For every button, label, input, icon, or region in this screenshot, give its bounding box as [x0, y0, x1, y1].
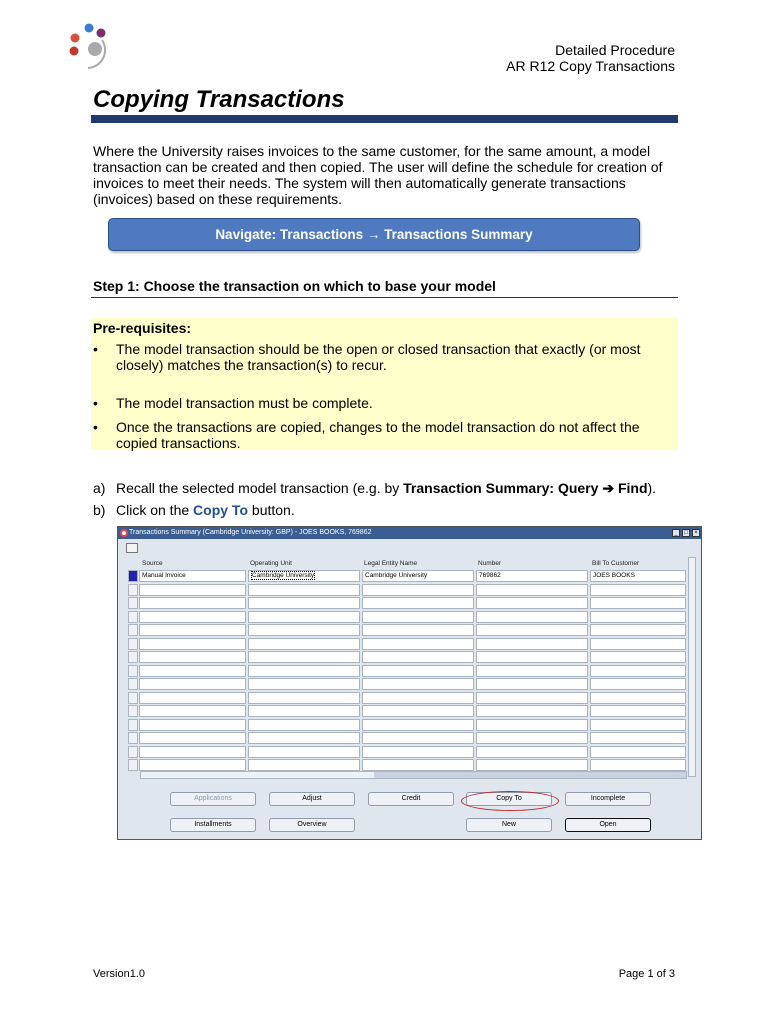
prereq-item-text: The model transaction should be the open or closed transaction that exactly (or most closely) matches the transaction(s) to recur. [116, 341, 641, 373]
empty-cell[interactable] [248, 746, 360, 758]
empty-cell[interactable] [590, 692, 686, 704]
empty-cell[interactable] [476, 624, 588, 636]
empty-cell[interactable] [139, 692, 246, 704]
instruction-b-text [116, 502, 295, 518]
row-selector[interactable] [128, 638, 138, 650]
prerequisites-title: Pre-requisites: [93, 320, 192, 336]
document-header [506, 42, 675, 74]
empty-cell[interactable] [590, 759, 686, 771]
minimize-icon[interactable]: _ [672, 529, 680, 537]
instruction-a-bold: Transaction Summary: Query [403, 480, 603, 496]
empty-cell[interactable] [476, 611, 588, 623]
prereq-item-text: The model transaction must be complete. [116, 395, 373, 411]
row-selector[interactable] [128, 597, 138, 609]
row-selector[interactable] [128, 692, 138, 704]
column-header-legal-entity: Legal Entity Name [364, 560, 418, 567]
installments-button[interactable]: Installments [170, 818, 256, 832]
empty-cell[interactable] [248, 638, 360, 650]
bullet-icon: • [93, 395, 98, 411]
empty-cell[interactable] [248, 732, 360, 744]
logo-dot-grey [88, 42, 102, 56]
credit-button[interactable]: Credit [368, 792, 454, 806]
row-selector[interactable] [128, 759, 138, 771]
empty-cell[interactable] [139, 624, 246, 636]
cell-source[interactable]: Manual Invoice [139, 570, 246, 582]
instruction-a-bold-2: Find [614, 480, 648, 496]
window-title-bar [118, 527, 701, 539]
row-selector[interactable] [128, 624, 138, 636]
adjust-button[interactable]: Adjust [269, 792, 355, 806]
empty-cell[interactable] [362, 719, 474, 731]
empty-cell[interactable] [590, 705, 686, 717]
instruction-b-text-end: button. [248, 502, 295, 518]
empty-cell[interactable] [476, 705, 588, 717]
empty-cell[interactable] [476, 759, 588, 771]
logo-dot-red [71, 34, 80, 43]
logo-dot-purple [97, 29, 106, 38]
copy-to-button[interactable]: Copy To [466, 792, 552, 806]
university-logo [66, 22, 116, 72]
bullet-icon: • [93, 341, 98, 357]
empty-cell[interactable] [139, 597, 246, 609]
empty-cell[interactable] [590, 665, 686, 677]
copy-to-highlight-circle [461, 791, 559, 811]
empty-cell[interactable] [362, 732, 474, 744]
navigate-box [108, 218, 640, 251]
empty-cell[interactable] [248, 719, 360, 731]
close-icon[interactable]: × [692, 529, 700, 537]
transactions-summary-window [117, 526, 702, 840]
empty-cell[interactable] [139, 759, 246, 771]
empty-cell[interactable] [590, 719, 686, 731]
empty-cell[interactable] [476, 719, 588, 731]
cell-operating-unit-value: Cambridge University [252, 572, 315, 579]
incomplete-button[interactable]: Incomplete [565, 792, 651, 806]
instruction-b-text-part: Click on the [116, 502, 194, 518]
empty-cell[interactable] [590, 746, 686, 758]
prereq-item-text: Once the transactions are copied, changes to the model transaction do not affect the copied transactions. [116, 419, 640, 451]
empty-cell[interactable] [362, 584, 474, 596]
row-selector[interactable] [128, 732, 138, 744]
empty-cell[interactable] [590, 651, 686, 663]
empty-cell[interactable] [362, 678, 474, 690]
column-header-source: Source [142, 560, 163, 567]
instruction-a-text [116, 480, 656, 496]
instruction-a-text-part: Recall the selected model transaction (e.g. by [116, 480, 404, 496]
scroll-thumb[interactable] [374, 772, 686, 778]
empty-cell[interactable] [590, 597, 686, 609]
new-button[interactable]: New [466, 818, 552, 832]
cell-number[interactable]: 769862 [476, 570, 588, 582]
page-title: Copying Transactions [93, 86, 345, 113]
row-selector[interactable] [128, 651, 138, 663]
footer-page-number: Page 1 of 3 [618, 968, 675, 980]
logo-dot-darkred [70, 47, 79, 56]
instruction-b-label: b) [93, 502, 106, 518]
window-title: Transactions Summary (Cambridge University: GBP) - JOES BOOKS, 769862 [129, 529, 372, 536]
empty-cell[interactable] [590, 678, 686, 690]
empty-cell[interactable] [362, 746, 474, 758]
column-header-number: Number [478, 560, 502, 567]
empty-cell[interactable] [248, 705, 360, 717]
open-button[interactable]: Open [565, 818, 651, 832]
applications-button[interactable]: Applications [170, 792, 256, 806]
intro-paragraph: Where the University raises invoices to the same customer, for the same amount, a model transaction can be created and then copied. The user will define the schedule for creation of invoices to meet their needs. The system will then automatically generate transactions (invoices) based on these requirements. [93, 143, 663, 207]
column-header-bill-to-customer: Bill To Customer [592, 560, 640, 567]
empty-cell[interactable] [476, 638, 588, 650]
empty-cell[interactable] [362, 665, 474, 677]
row-selector[interactable] [128, 705, 138, 717]
empty-cell[interactable] [139, 638, 246, 650]
row-selector[interactable] [128, 611, 138, 623]
empty-cell[interactable] [139, 678, 246, 690]
maximize-icon[interactable]: □ [682, 529, 690, 537]
empty-cell[interactable] [476, 651, 588, 663]
empty-cell[interactable] [248, 678, 360, 690]
row-selector[interactable] [128, 719, 138, 731]
empty-cell[interactable] [248, 759, 360, 771]
empty-cell[interactable] [590, 638, 686, 650]
row-selector[interactable] [128, 746, 138, 758]
navigate-text: Navigate: Transactions → Transactions Summary [215, 227, 533, 242]
empty-cell[interactable] [590, 624, 686, 636]
empty-cell[interactable] [139, 611, 246, 623]
empty-cell[interactable] [362, 651, 474, 663]
header-line-1: Detailed Procedure [555, 42, 675, 58]
horizontal-scrollbar[interactable] [140, 771, 687, 779]
empty-cell[interactable] [476, 665, 588, 677]
vertical-scrollbar[interactable] [688, 557, 696, 777]
logo-dot-blue [85, 24, 94, 33]
bullet-icon: • [93, 419, 98, 435]
empty-cell[interactable] [476, 678, 588, 690]
empty-cell[interactable] [248, 597, 360, 609]
row-selector-active[interactable] [128, 570, 138, 582]
empty-cell[interactable] [476, 597, 588, 609]
prerequisites-box [91, 318, 678, 450]
empty-cell[interactable] [476, 584, 588, 596]
step-1-heading: Step 1: Choose the transaction on which to base your model [93, 278, 496, 294]
overview-button[interactable]: Overview [269, 818, 355, 832]
header-line-2: AR R12 Copy Transactions [506, 58, 675, 74]
empty-cell[interactable] [476, 692, 588, 704]
column-header-operating-unit: Operating Unit [250, 560, 292, 567]
oracle-icon [120, 529, 128, 537]
empty-cell[interactable] [590, 584, 686, 596]
empty-cell[interactable] [362, 597, 474, 609]
cell-operating-unit[interactable] [248, 570, 360, 582]
empty-cell[interactable] [590, 611, 686, 623]
empty-cell[interactable] [139, 746, 246, 758]
row-selector[interactable] [128, 665, 138, 677]
empty-cell[interactable] [248, 611, 360, 623]
empty-cell[interactable] [476, 732, 588, 744]
empty-cell[interactable] [139, 665, 246, 677]
empty-cell[interactable] [248, 651, 360, 663]
title-rule [91, 115, 678, 123]
arrow-icon: ➔ [602, 480, 615, 496]
empty-cell[interactable] [362, 624, 474, 636]
empty-cell[interactable] [139, 719, 246, 731]
cell-legal-entity[interactable]: Cambridge University [362, 570, 474, 582]
instruction-a-text-end: ). [647, 480, 657, 496]
cell-bill-to-customer[interactable]: JOES BOOKS [590, 570, 686, 582]
folder-icon[interactable] [126, 543, 138, 553]
empty-cell[interactable] [139, 705, 246, 717]
empty-cell[interactable] [476, 746, 588, 758]
empty-cell[interactable] [248, 692, 360, 704]
footer-version: Version1.0 [93, 968, 145, 980]
empty-cell[interactable] [248, 624, 360, 636]
empty-cell[interactable] [248, 584, 360, 596]
empty-cell[interactable] [139, 651, 246, 663]
empty-cell[interactable] [362, 611, 474, 623]
empty-cell[interactable] [139, 584, 246, 596]
instruction-a-label: a) [93, 480, 106, 496]
empty-cell[interactable] [362, 638, 474, 650]
empty-cell[interactable] [362, 692, 474, 704]
empty-cell[interactable] [590, 732, 686, 744]
empty-cell[interactable] [362, 759, 474, 771]
row-selector[interactable] [128, 678, 138, 690]
empty-cell[interactable] [362, 705, 474, 717]
copy-to-highlight: Copy To [193, 502, 249, 518]
row-selector[interactable] [128, 584, 138, 596]
empty-cell[interactable] [139, 732, 246, 744]
step-rule [91, 297, 678, 298]
empty-cell[interactable] [248, 665, 360, 677]
